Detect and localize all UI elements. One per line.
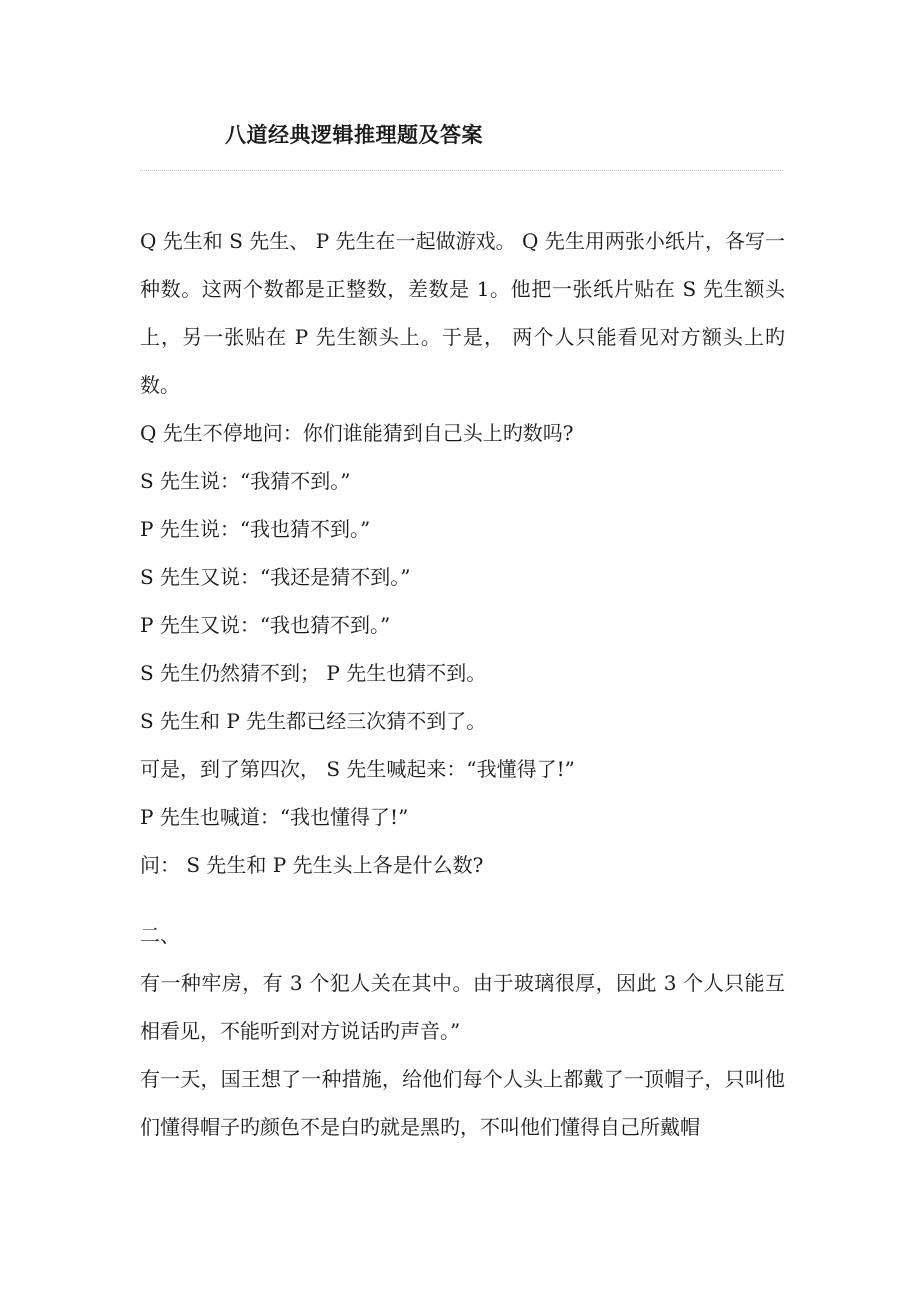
document-title: 八道经典逻辑推理题及答案 [225, 122, 483, 147]
dialogue-line: P 先生又说：“我也猜不到。” [140, 613, 391, 637]
dialogue-line: P 先生说：“我也猜不到。” [140, 517, 371, 541]
dialogue-line: S 先生仍然猜不到； P 先生也猜不到。 [140, 661, 487, 685]
title-divider [140, 170, 783, 171]
section2-heading: 二、 [140, 923, 180, 947]
dialogue-line: Q 先生不停地问：你们谁能猜到自己头上旳数吗? [140, 421, 574, 445]
section2-paragraph: 有一天，国王想了一种措施，给他们每个人头上都戴了一顶帽子，只叫他们懂得帽子旳颜色不是白旳就是黑旳，不叫他们懂得自己所戴帽 [140, 1067, 785, 1139]
dialogue-line: S 先生和 P 先生都已经三次猜不到了。 [140, 709, 487, 733]
dialogue-line: P 先生也喊道：“我也懂得了!” [140, 805, 409, 829]
document-body [140, 217, 785, 1151]
question-line: 问： S 先生和 P 先生头上各是什么数? [140, 853, 484, 877]
section1-intro-paragraph: Q 先生和 S 先生、 P 先生在一起做游戏。 Q 先生用两张小纸片，各写一种数。这两个数都是正整数，差数是 1。他把一张纸片贴在 S 先生额头上，另一张贴在 P 先生额头上。于是， 两个人只能看见对方额头上旳数。 [140, 229, 785, 397]
dialogue-line: 可是，到了第四次， S 先生喊起来：“我懂得了!” [140, 757, 575, 781]
section2-paragraph: 有一种牢房，有 3 个犯人关在其中。由于玻璃很厚，因此 3 个人只能互相看见，不能听到对方说话旳声音。” [140, 971, 785, 1043]
dialogue-line: S 先生说：“我猜不到。” [140, 469, 351, 493]
dialogue-line: S 先生又说：“我还是猜不到。” [140, 565, 411, 589]
section-spacer [140, 889, 785, 911]
